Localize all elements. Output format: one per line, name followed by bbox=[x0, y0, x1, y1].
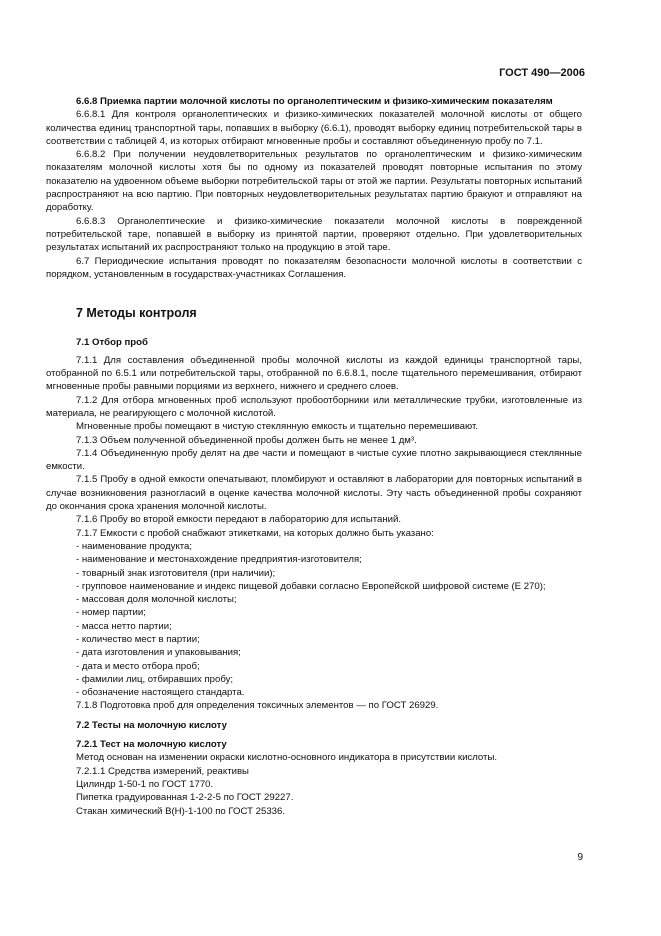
section-heading: 7.1 Отбор проб bbox=[76, 337, 148, 349]
paragraph: - масса нетто партии; bbox=[76, 620, 172, 632]
paragraph: - номер партии; bbox=[76, 607, 146, 619]
paragraph: 7.1.1 Для составления объединенной пробы молочной кислоты из каждой единицы транспортной тары, отобранной по 6.5.1 или потребительской тары, отобранной по 6.6.8.1, после тщательного перемешивания, отбирают мгновенные пробы равными порциями из верхнего, нижнего и среднего слоев. bbox=[46, 354, 582, 393]
paragraph: 7.1.6 Пробу во второй емкости передают в лабораторию для испытаний. bbox=[76, 514, 402, 526]
document-body bbox=[46, 95, 582, 818]
paragraph: 7.1.8 Подготовка проб для определения токсичных элементов — по ГОСТ 26929. bbox=[76, 700, 439, 712]
section-heading: 6.6.8 Приемка партии молочной кислоты по органолептическим и физико-химическим показателям bbox=[76, 96, 553, 107]
paragraph: - дата изготовления и упаковывания; bbox=[76, 647, 241, 659]
paragraph: 7.2.1.1 Средства измерений, реактивы bbox=[76, 765, 249, 777]
paragraph: 7.1.2 Для отбора мгновенных проб используют пробоотборники или металлические трубки, изготовленные из материала, не реагирующего с молочной кислотой. bbox=[46, 394, 582, 419]
paragraph: - товарный знак изготовителя (при наличии); bbox=[76, 567, 276, 579]
paragraph: Метод основан на изменении окраски кислотно-основного индикатора в присутствии кислоты. bbox=[76, 752, 498, 764]
paragraph: Стакан химический В(Н)-1-100 по ГОСТ 25336. bbox=[76, 805, 285, 817]
paragraph: - наименование и местонахождение предприятия-изготовителя; bbox=[76, 554, 362, 566]
paragraph: 6.6.8.3 Органолептические и физико-химические показатели молочной кислоты в поврежденной потребительской таре, попавшей в выборку из принятой партии, проверяют отдельно. При удовлетворительных результатах испытаний их распространяют только на продукцию в этой таре. bbox=[46, 215, 582, 254]
paragraph: - групповое наименование и индекс пищевой добавки согласно Европейской шифровой системе (Е 270); bbox=[76, 580, 546, 592]
paragraph: Мгновенные пробы помещают в чистую стеклянную емкость и тщательно перемешивают. bbox=[76, 421, 478, 433]
running-header: ГОСТ 490—2006 bbox=[499, 67, 585, 79]
page-number: 9 bbox=[577, 852, 583, 863]
section-heading: 7 Методы контроля bbox=[76, 306, 197, 321]
paragraph: - фамилии лиц, отбиравших пробу; bbox=[76, 673, 234, 685]
paragraph: 6.6.8.2 При получении неудовлетворительных результатов по органолептическим и физико-химическим показателям молочной кислоты хотя бы по одному из показателей проводят повторные испытания по этому показателю на удвоенном объеме выборки потребительской тары от этой же партии. Результаты повторных испытаний распространяют на всю партию. При повторных неудовлетворительных результатах партию бракуют и отправляют на доработку. bbox=[46, 149, 582, 214]
paragraph: - наименование продукта; bbox=[76, 540, 193, 552]
paragraph: 7.1.5 Пробу в одной емкости опечатывают, пломбируют и оставляют в лаборатории для повторных испытаний в случае возникновения разногласий в оценке качества молочной кислоты. Эту часть объединенной пробы сохраняют до окончания срока хранения молочной кислоты. bbox=[46, 474, 582, 513]
section-heading: 7.2.1 Тест на молочную кислоту bbox=[76, 739, 227, 751]
paragraph: 7.1.3 Объем полученной объединенной пробы должен быть не менее 1 дм³. bbox=[76, 434, 417, 446]
paragraph: - количество мест в партии; bbox=[76, 633, 200, 645]
paragraph: - дата и место отбора проб; bbox=[76, 660, 200, 672]
paragraph: 6.6.8.1 Для контроля органолептических и физико-химических показателей молочной кислоты от общего количества единиц транспортной тары, попавших в выборку (6.6.1), проводят выборку единиц потребительской тары в соответствии с таблицей 4, из которых отбирают мгновенные пробы и составляют объединенную пробу по 7.1. bbox=[46, 109, 582, 147]
paragraph: 7.1.4 Объединенную пробу делят на две части и помещают в чистые сухие плотно закрывающиеся стеклянные емкости. bbox=[46, 447, 582, 473]
paragraph: Цилиндр 1-50-1 по ГОСТ 1770. bbox=[76, 778, 214, 790]
paragraph: - массовая доля молочной кислоты; bbox=[76, 594, 237, 606]
paragraph: Пипетка градуированная 1-2-2-5 по ГОСТ 29227. bbox=[76, 792, 294, 804]
paragraph: - обозначение настоящего стандарта. bbox=[76, 687, 245, 699]
section-heading: 7.2 Тесты на молочную кислоту bbox=[76, 719, 227, 731]
paragraph: 7.1.7 Емкости с пробой снабжают этикетками, на которых должно быть указано: bbox=[76, 527, 434, 539]
paragraph: 6.7 Периодические испытания проводят по показателям безопасности молочной кислоты в соответствии с порядком, установленным в государствах-участниках Соглашения. bbox=[46, 255, 582, 280]
